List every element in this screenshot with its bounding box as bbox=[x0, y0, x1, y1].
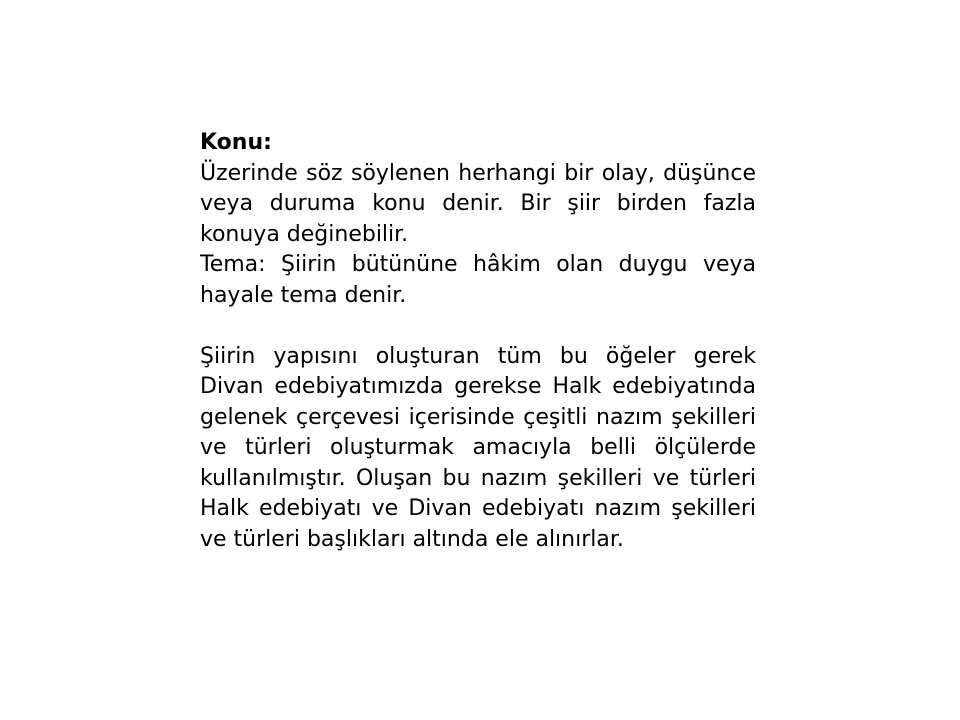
konu-definition-paragraph: Üzerinde söz söylenen herhangi bir olay, düşünce veya duruma konu denir. Bir şiir birden fazla konuya değinebilir. bbox=[200, 160, 756, 247]
slide-text-block bbox=[200, 128, 756, 555]
structure-paragraph: Şiirin yapısını oluşturan tüm bu öğeler gerek Divan edebiyatımızda gerekse Halk edebiyatında gelenek çerçevesi içerisinde çeşitli nazım şekilleri ve türleri oluşturmak amacıyla belli ölçülerde kullanılmıştır. Oluşan bu nazım şekilleri ve türleri Halk edebiyatı ve Divan edebiyatı nazım şekilleri ve türleri başlıkları altında ele alınırlar. bbox=[200, 343, 756, 552]
slide-heading: Konu: bbox=[200, 130, 272, 155]
paragraph-spacer bbox=[200, 311, 756, 342]
tema-definition-paragraph: Tema: Şiirin bütününe hâkim olan duygu veya hayale tema denir. bbox=[200, 252, 756, 308]
